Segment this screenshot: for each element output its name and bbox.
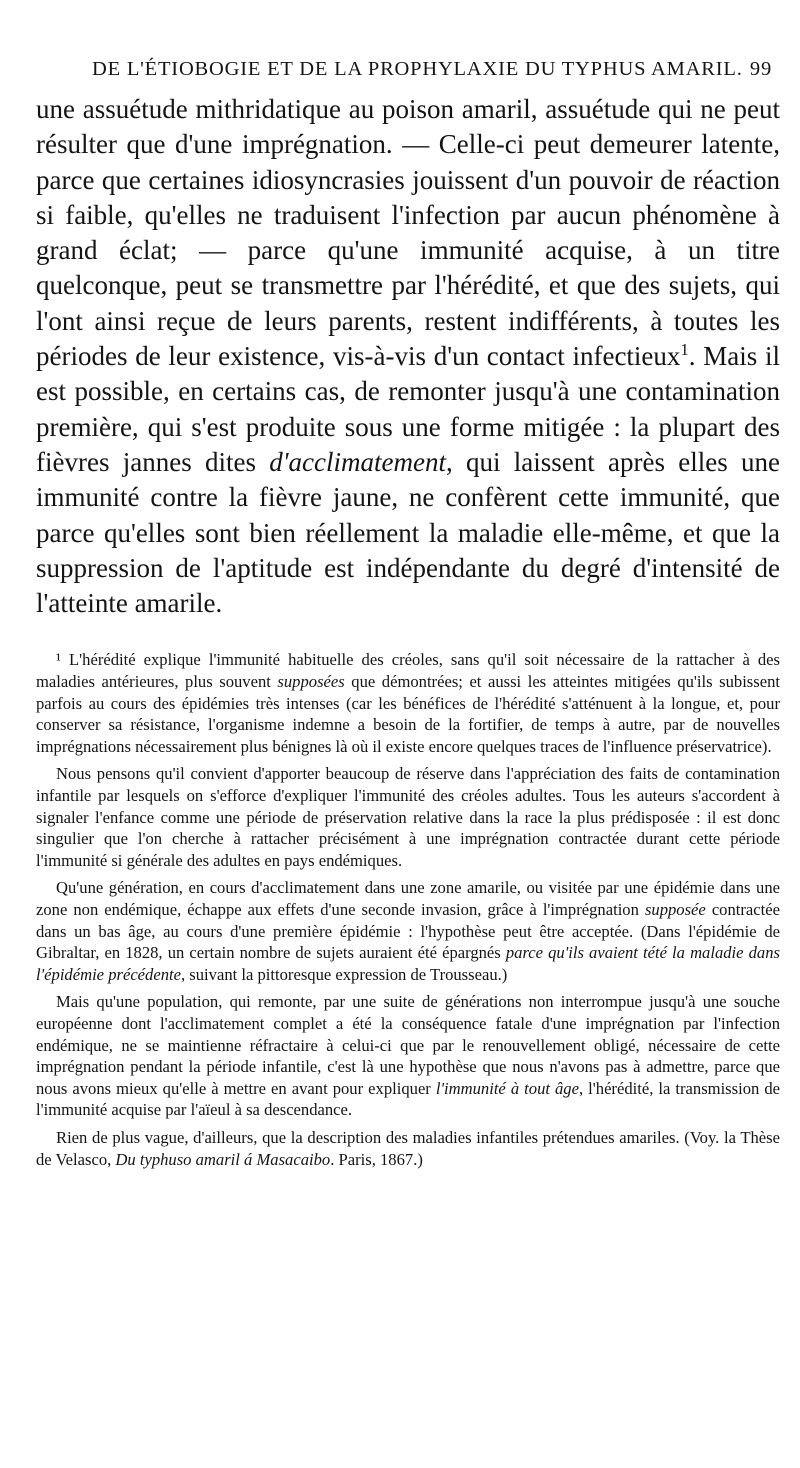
footnotes [36,649,780,1170]
footnote-text: Qu'une génération, en cours d'acclimatement dans une zone amarile, ou visitée par une épidémie dans une zone non endémique, échappe aux effets d'une seconde invasion, grâce à l'imprégnation [36,878,780,919]
footnote-italic: parce qu'ils avaient tété la maladie dans l'épidémie précédente [36,943,780,984]
footnote-italic: l'immunité à tout âge [435,1078,579,1098]
footnote-paragraph-4 [36,991,780,1121]
footnote-text: L'hérédité explique l'immunité habituelle des créoles, sans qu'il soit nécessaire de la rattacher à des maladies antérieures, plus souvent [36,650,780,692]
footnote-text: que démontrées; et aussi les atteintes mitigées qu'ils subissent parfois au cours des épidémies très intenses (car les bénéfices de l'hérédité s'atténuent à la longue, et, pour conserver sa résistance, l'organisme indemne a besoin de la fortifier, de temps à autre, par de nouvelles imprégnations nécessairement plus bénignes là où il existe encore quelques traces de l'influence préservatrice). [36,672,780,756]
footnote-italic: supposées [277,672,345,692]
footnote-reference: 1 [680,340,689,360]
footnote-paragraph-3 [36,877,780,985]
main-paragraph [36,92,780,621]
footnote-paragraph-2 [36,763,780,871]
main-text-part: , qui laissent après elles une immunité contre la fièvre jaune, ne confèrent cette immunité, que parce qu'elles sont bien réellement la maladie elle-même, et que la suppression de l'aptitude est indépendante du degré d'intensité de l'atteinte amarile. [36,446,780,619]
footnote-text: , suivant la pittoresque expression de Trousseau.) [181,964,508,984]
footnote-paragraph-5 [36,1127,780,1170]
footnote-text: contractée dans un bas âge, au cours d'une première épidémie : l'hypothèse peut être acceptée. (Dans l'épidémie de Gibraltar, en 1828, un certain nombre de sujets auraient été épargnés [36,899,780,963]
page [36,54,780,1176]
running-title: DE L'ÉTIOBOGIE ET DE LA PROPHYLAXIE DU TYPHUS AMARIL. [92,58,743,80]
footnote-text: , l'hérédité, la transmission de l'immunité acquise par l'aïeul à sa descendance. [36,1078,780,1120]
footnote-marker: ¹ [56,650,61,670]
footnote-text: Rien de plus vague, d'ailleurs, que la description des maladies infantiles prétendues amariles. (Voy. la Thèse de Velasco, [36,1127,780,1169]
main-text-part: . Mais il est possible, en certains cas, de remonter jusqu'à une contamination première, qui s'est produite sous une forme mitigée : la plupart des fièvres jannes dites [36,341,780,477]
running-head [36,54,780,84]
footnote-text: Nous pensons qu'il convient d'apporter beaucoup de réserve dans l'appréciation des faits de contamination infantile par lesquels on s'efforce d'expliquer l'immunité des créoles adultes. Tous les auteurs s'accordent à signaler l'enfance comme une période de préservation relative dans la race la plus prédisposée : il est donc singulier que l'on cherche à rattacher précisément à une imprégnation contractée durant cette période l'immunité si générale des adultes en pays endémiques. [36,764,780,870]
footnote-1 [36,649,780,757]
page-number: 99 [749,58,772,80]
main-text-part: une assuétude mithridatique au poison amaril, assuétude qui ne peut résulter que d'une imprégnation. — Celle-ci peut demeurer latente, parce que certaines idiosyncrasies jouissent d'un pouvoir de réaction si faible, qu'elles ne traduisent l'infection par aucun phénomène à grand éclat; — parce qu'une immunité acquise, à un titre quelconque, peut se transmettre par l'hérédité, et que des sujets, qui l'ont ainsi reçue de leurs parents, restent indifférents, à toutes les périodes de leur existence, vis-à-vis d'un contact infectieux [36,94,780,372]
footnote-text: . Paris, 1867.) [330,1149,423,1169]
footnote-text: Mais qu'une population, qui remonte, par une suite de générations non interrompue jusqu'à une souche européenne dont l'acclimatement complet a été la conséquence fatale d'une imprégnation par l'infection endémique, ne se maintienne réfractaire à celui-ci que par le renouvellement obligé, nécessaire de cette imprégnation pendant la période infantile, c'est là une hypothèse que nous n'avons pas à admettre, parce que nous avons mieux qu'elle à mettre en avant pour expliquer [36,992,780,1098]
footnote-italic: supposée [644,899,706,919]
main-text-italic: d'acclimatement [269,446,446,477]
footnote-italic: Du typhuso amaril á Masacaibo [115,1149,331,1169]
